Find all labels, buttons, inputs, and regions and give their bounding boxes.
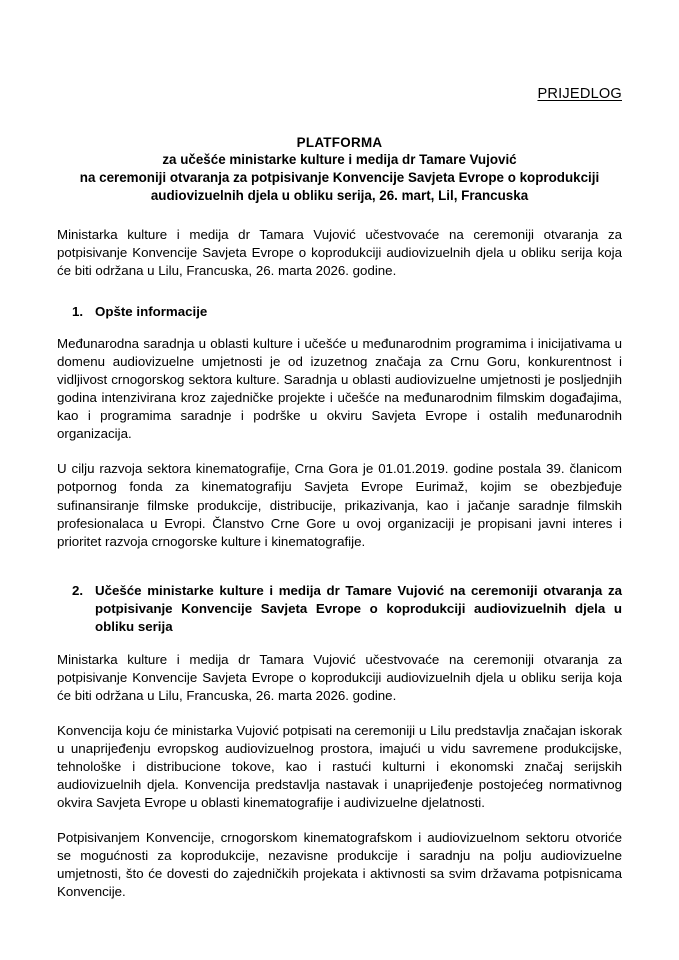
section-2-paragraph-3: Potpisivanjem Konvencije, crnogorskom kinematografskom i audiovizuelnom sektoru otvoriće se mogućnosti za koprodukcije, nezavisne produkcije i saradnju na polju audiovizuelne umjetnosti, što će dovesti do zajedničkih projekata i aktivnosti sa svim državama potpisnicama Konvencije. (57, 829, 622, 899)
title-line-subtitle-3: audiovizuelnih djela u obliku serija, 26. mart, Lil, Francuska (150, 187, 529, 203)
section-title-1: Opšte informacije (95, 304, 208, 320)
title-line-platforma: PLATFORMA (296, 134, 383, 150)
section-number-1: 1. (72, 304, 84, 320)
title-line-subtitle-1: za učešće ministarke kulture i medija dr Tamare Vujović (162, 152, 517, 168)
section-2-paragraph-2: Konvencija koju će ministarka Vujović potpisati na ceremoniji u Lilu predstavlja značajan iskorak u unaprijeđenju evropskog audiovizuelnog prostora, imajući u vidu savremene produkcijske, tehnološke i distribucione tokove, kao i rastući kulturni i ekonomski značaj serijskih audiovizuelnih djela. Konvencija predstavlja nastavak i unaprijeđenje postojećeg normativnog okvira Savjeta Evrope u oblasti kinematografije i audivizuelne djelatnosti. (57, 722, 622, 810)
section-title-2: Učešće ministarke kulture i medija dr Tamare Vujović na ceremoniji otvaranja za potpisivanje Konvencije Savjeta Evrope o koprodukciji audiovizuelnih djela u obliku serija (95, 582, 622, 634)
title-line-subtitle-2: na ceremoniji otvaranja za potpisivanje Konvencije Savjeta Evrope o koprodukciji (79, 169, 600, 185)
section-2-paragraph-1: Ministarka kulture i medija dr Tamara Vujović učestvovaće na ceremoniji otvaranja za potpisivanje Konvencije Savjeta Evrope o koprodukciji audiovizuelnih djela u obliku serija koja će biti održana u Lilu, Francuska, 26. marta 2026. godine. (57, 651, 622, 703)
section-1-paragraph-2: U cilju razvoja sektora kinematografije, Crna Gora je 01.01.2019. godine postala 39. članicom potpornog fonda za kinematografiju Savjeta Evrope Eurimaž, kojim se obezbjeđuje sufinansiranje filmske produkcije, distribucije, prikazivanja, kao i jačanje saradnje filmskih profesionalaca u Evropi. Članstvo Crne Gore u ovoj organizaciji je propisani javni interes i prioritet razvoja crnogorske kulture i kinematografije. (57, 461, 622, 549)
section-heading-2 (57, 582, 622, 636)
intro-paragraph: Ministarka kulture i medija dr Tamara Vujović učestvovaće na ceremoniji otvaranja za potpisivanje Konvencije Savjeta Evrope o koprodukciji audiovizuelnih djela u obliku serija koja će biti održana u Lilu, Francuska, 26. marta 2026. godine. (57, 227, 622, 279)
document-header (57, 86, 622, 104)
section-heading-1 (57, 303, 622, 321)
document-header-label: PRIJEDLOG (537, 86, 622, 102)
section-1-paragraph-1: Međunarodna saradnja u oblasti kulture i učešće u međunarodnim programima i inicijativama u domenu audiovizuelne umjetnosti je od izuzetnog značaja za Crnu Goru, konkurentnost i vidljivost crnogorskog sektora kulture. Saradnja u oblasti audiovizuelne umjetnosti je posljednjih godina intenzivirana kroz zajedničke projekte i učešće na međunarodnim filmskim događajima, kao i programima saradnje i podrške u okviru Savjeta Evrope i ostalih međunarodnih organizacija. (57, 336, 622, 442)
document-title-block (57, 134, 622, 205)
section-number-2: 2. (72, 582, 84, 598)
